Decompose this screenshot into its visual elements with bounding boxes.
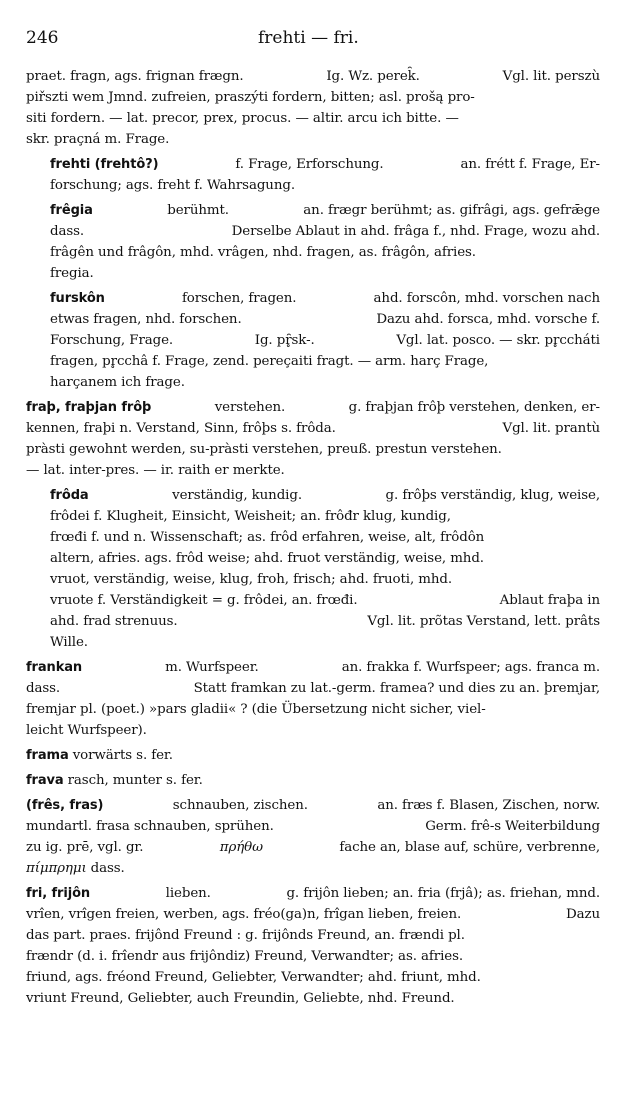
text-line [50, 200, 600, 221]
text-segment: Ablaut fraþa in [499, 593, 600, 608]
text-segment: leicht Wurfspeer). [26, 723, 147, 738]
text-segment: verständig, kundig. [172, 488, 302, 503]
text-segment: an. frakka f. Wurfspeer; ags. franca m. [341, 660, 600, 675]
headword: furskôn [50, 291, 105, 306]
text-segment: Dazu ahd. forsca, mhd. vorsche f. [376, 312, 600, 327]
text-line [26, 745, 600, 766]
text-line [50, 242, 600, 263]
dictionary-entry [26, 485, 600, 653]
text-segment: rasch, munter s. fer. [67, 773, 203, 788]
text-line [50, 506, 600, 527]
text-line [26, 678, 600, 699]
text-segment: mundartl. frasa schnauben, sprühen. [26, 819, 274, 834]
text-segment: zu ig. prē, vgl. gr. [26, 840, 144, 855]
text-line [50, 330, 600, 351]
text-line [50, 372, 600, 393]
text-segment: Forschung, Frage. [50, 333, 174, 348]
dictionary-entry [26, 745, 600, 766]
text-line [26, 720, 600, 741]
dictionary-entry [26, 883, 600, 1009]
text-segment: g. frôþs verständig, klug, weise, [385, 488, 600, 503]
text-segment: Vgl. lat. posco. — skr. pr̥ccháti [396, 333, 600, 348]
text-segment: — lat. inter-pres. — ir. raith er merkte. [26, 463, 285, 478]
dictionary-entry [26, 66, 600, 150]
text-line [26, 988, 600, 1009]
text-line [50, 632, 600, 653]
text-line [26, 397, 600, 418]
text-segment: dass. [90, 861, 125, 876]
text-segment: piřszti wem Jmnd. zufreien, praszýti fordern, bitten; asl. prošą pro- [26, 90, 475, 105]
text-segment: an. fræs f. Blasen, Zischen, norw. [377, 798, 600, 813]
text-line [26, 858, 600, 879]
text-segment: schnauben, zischen. [172, 798, 308, 813]
text-line [50, 154, 600, 175]
text-segment: Vgl. lit. perszù [502, 69, 600, 84]
text-line [50, 288, 600, 309]
dictionary-entry [26, 397, 600, 481]
text-line [50, 527, 600, 548]
text-segment: Derselbe Ablaut in ahd. frâga f., nhd. Frage, wozu ahd. [231, 224, 600, 239]
text-segment: Ig. Wz. perek̑. [326, 69, 420, 84]
text-line [50, 485, 600, 506]
text-segment: ahd. forscôn, mhd. vorschen nach [373, 291, 600, 306]
text-segment: ahd. frad strenuus. [50, 614, 178, 629]
page-header [26, 28, 600, 52]
text-segment: Wille. [50, 635, 88, 650]
text-segment: vriunt Freund, Geliebter, auch Freundin, Geliebte, nhd. Freund. [26, 991, 455, 1006]
text-line [50, 309, 600, 330]
text-line [50, 548, 600, 569]
text-line [26, 460, 600, 481]
text-segment: Vgl. lit. prantù [502, 421, 600, 436]
text-segment: Germ. frê-s Weiterbildung [425, 819, 600, 834]
text-line [50, 175, 600, 196]
text-segment: frôdei f. Klugheit, Einsicht, Weisheit; an. frôđr klug, kundig, [50, 509, 451, 524]
text-line [26, 925, 600, 946]
greek-word: πρήθω [219, 840, 263, 855]
headword: frôda [50, 488, 89, 503]
text-segment: kennen, fraþi n. Verstand, Sinn, frôþs s. frôda. [26, 421, 336, 436]
headword: frama [26, 748, 69, 763]
text-line [26, 439, 600, 460]
text-segment: frâgên und frâgôn, mhd. vrâgen, nhd. fragen, as. frâgôn, afries. [50, 245, 476, 260]
text-line [26, 129, 600, 150]
text-segment: lieben. [165, 886, 211, 901]
text-line [50, 351, 600, 372]
text-line [26, 837, 600, 858]
text-segment: f. Frage, Erforschung. [235, 157, 384, 172]
text-segment: Ig. pȓ̥sk-. [254, 333, 315, 348]
headword: fraþ, fraþjan frôþ [26, 400, 152, 415]
text-segment: berühmt. [167, 203, 229, 218]
text-line [26, 418, 600, 439]
dictionary-entry [26, 288, 600, 393]
text-segment: pràsti gewohnt werden, su-pràsti verstehen, preuß. prestun verstehen. [26, 442, 502, 457]
text-line [50, 569, 600, 590]
text-line [26, 66, 600, 87]
dictionary-entry [26, 154, 600, 196]
text-line [26, 816, 600, 837]
text-segment: an. frétt f. Frage, Er- [460, 157, 600, 172]
dictionary-entry [26, 200, 600, 284]
text-segment: g. frijôn lieben; an. fria (frjâ); as. friehan, mnd. [286, 886, 600, 901]
text-segment: etwas fragen, nhd. forschen. [50, 312, 242, 327]
text-line [26, 795, 600, 816]
text-segment: vrîen, vrîgen freien, werben, ags. fréo(ga)n, frîgan lieben, freien. [26, 907, 462, 922]
text-segment: verstehen. [214, 400, 286, 415]
text-line [26, 904, 600, 925]
text-line [50, 221, 600, 242]
text-line [50, 263, 600, 284]
text-segment: vruote f. Verständigkeit = g. frôdei, an. frœđi. [50, 593, 358, 608]
text-segment: forschen, fragen. [181, 291, 297, 306]
dictionary-entry [26, 795, 600, 879]
text-segment: frændr (d. i. frîendr aus frijôndiz) Freund, Verwandter; as. afries. [26, 949, 464, 964]
text-segment: fragen, pr̥cchâ f. Frage, zend. pereçaiti fragt. — arm. harç Frage, [50, 354, 489, 369]
text-segment: friund, ags. fréond Freund, Geliebter, Verwandter; ahd. friunt, mhd. [26, 970, 481, 985]
text-segment: fache an, blase auf, schüre, verbrenne, [339, 840, 600, 855]
text-line [26, 657, 600, 678]
headword: fri, frijôn [26, 886, 91, 901]
text-line [26, 770, 600, 791]
text-line [26, 108, 600, 129]
text-line [26, 946, 600, 967]
text-segment: Statt framkan zu lat.-germ. framea? und dies zu an. þremjar, [193, 681, 600, 696]
text-segment: praet. fragn, ags. frignan frægn. [26, 69, 244, 84]
dictionary-entry [26, 657, 600, 741]
text-line [26, 967, 600, 988]
text-segment: dass. [26, 681, 61, 696]
text-segment: g. fraþjan frôþ verstehen, denken, er- [348, 400, 600, 415]
text-line [26, 699, 600, 720]
text-segment: an. frægr berühmt; as. gifrâgi, ags. gefrǣge [303, 203, 600, 218]
text-line [50, 611, 600, 632]
text-segment: das part. praes. frijônd Freund : g. frijônds Freund, an. frændi pl. [26, 928, 465, 943]
text-segment: Vgl. lit. prõtas Verstand, lett. prâts [367, 614, 600, 629]
text-segment: vruot, verständig, weise, klug, froh, frisch; ahd. fruoti, mhd. [50, 572, 453, 587]
text-segment: altern, afries. ags. frôd weise; ahd. fruot verständig, weise, mhd. [50, 551, 484, 566]
text-segment: frœđi f. und n. Wissenschaft; as. frôd erfahren, weise, alt, frôdôn [50, 530, 485, 545]
greek-word: πίμπρημι [26, 861, 87, 876]
headword: frankan [26, 660, 83, 675]
running-head: frehti — fri. [258, 28, 359, 48]
dictionary-body [26, 66, 600, 1013]
text-line [50, 590, 600, 611]
text-segment: dass. [50, 224, 85, 239]
text-line [26, 87, 600, 108]
page-number: 246 [26, 28, 59, 48]
headword: frêgia [50, 203, 93, 218]
text-segment: vorwärts s. fer. [72, 748, 173, 763]
text-segment: Dazu [566, 907, 600, 922]
text-segment: forschung; ags. freht f. Wahrsagung. [50, 178, 295, 193]
text-segment: siti fordern. — lat. precor, prex, procus. — altir. arcu ich bitte. — [26, 111, 459, 126]
text-segment: m. Wurfspeer. [165, 660, 259, 675]
text-segment: fregia. [50, 266, 94, 281]
headword: frava [26, 773, 64, 788]
text-segment: fremjar pl. (poet.) »pars gladii« ? (die Übersetzung nicht sicher, viel- [26, 702, 486, 717]
dictionary-entry [26, 770, 600, 791]
headword: frehti (frehtô?) [50, 157, 159, 172]
text-line [26, 883, 600, 904]
headword: (frês, fras) [26, 798, 104, 813]
text-segment: skr. praçná m. Frage. [26, 132, 170, 147]
text-segment: harçanem ich frage. [50, 375, 185, 390]
